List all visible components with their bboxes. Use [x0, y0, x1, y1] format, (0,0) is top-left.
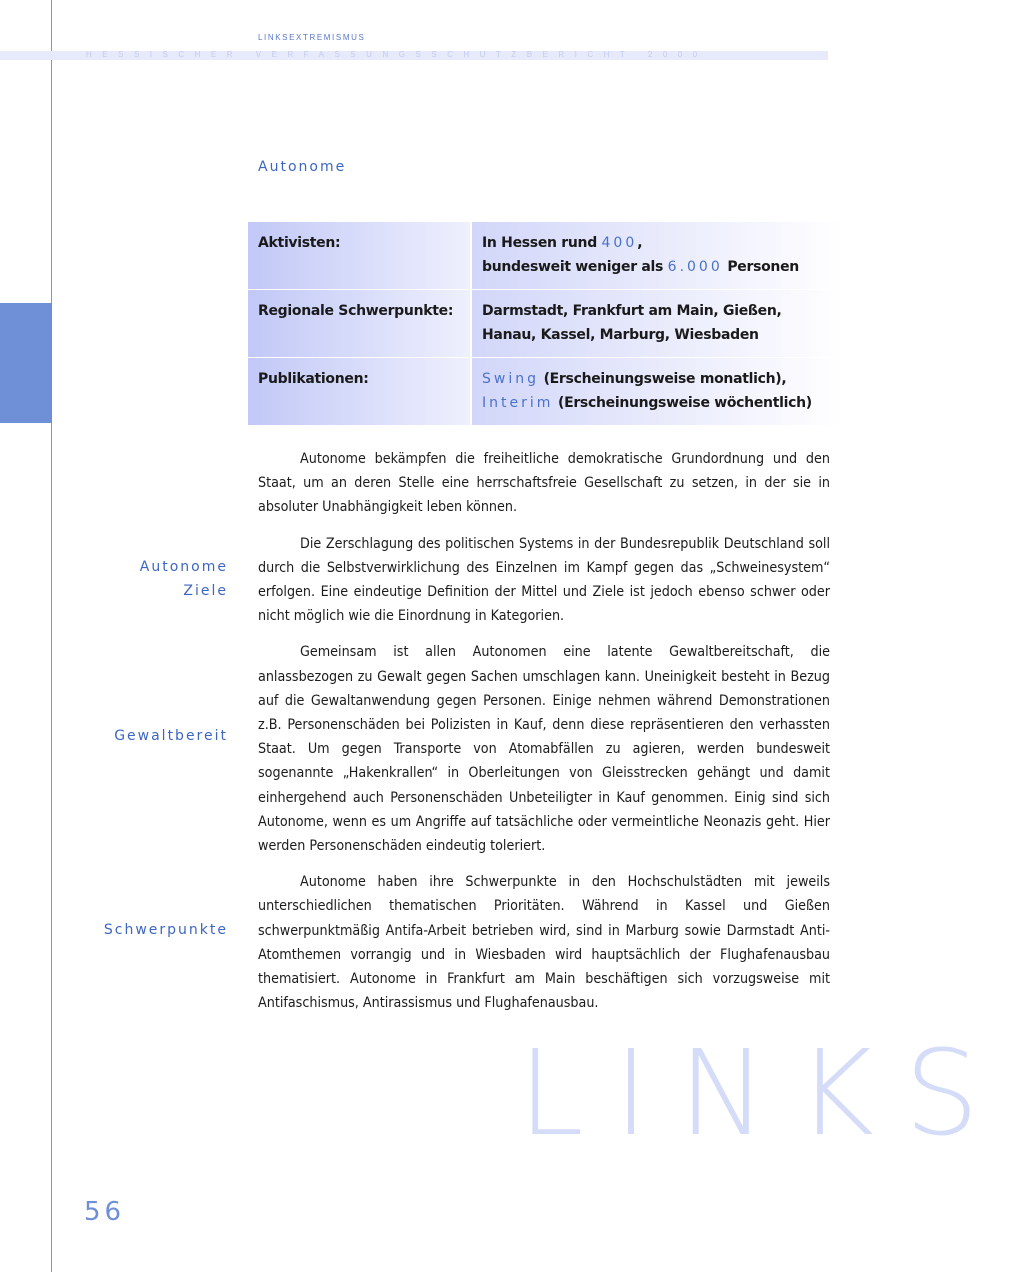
- margin-note-line: Autonome: [139, 559, 228, 575]
- margin-note-line: Ziele: [183, 583, 228, 599]
- info-value: [471, 290, 844, 358]
- paragraph: Autonome haben ihre Schwerpunkte in den Hochschulstädten mit jeweils unterschiedlichen thematischen Prioritäten. Während in Kassel und Gießen schwerpunktmäßig Antifa-Arbeit betrieben wird, sind in Marburg sowie Darmstadt Anti-Atomthemen vorrangig und in Wiesbaden wird hauptsächlich der Flughafenausbau thematisiert. Autonome in Frankfurt am Main beschäftigen sich vorzugsweise mit Antifaschismus, Antirassismus und Flughafenausbau.: [258, 874, 830, 1012]
- margin-note-schwerpunkte: Schwerpunkte: [103, 922, 228, 938]
- info-value-text: (Erscheinungsweise wöchentlich): [553, 395, 812, 411]
- info-highlight: Swing: [482, 371, 539, 387]
- section-title: Autonome: [258, 159, 347, 175]
- info-value-text: (Erscheinungsweise monatlich),: [539, 371, 787, 387]
- info-value-text: bundesweit weniger als: [482, 259, 668, 275]
- margin-note-ziele: [140, 555, 228, 603]
- paragraph: Die Zerschlagung des politischen Systems in der Bundesrepublik Deutschland soll durch die Selbstverwirklichung des Einzelnen im Kampf gegen das „Schweinesystem“ erfolgen. Eine eindeutige Definition der Mittel und Ziele ist jedoch ebenso schwer oder nicht möglich wie die Einordnung in Kategorien.: [258, 535, 830, 625]
- info-row-publikationen: [248, 358, 844, 426]
- info-value-text: In Hessen rund: [482, 235, 602, 251]
- paragraph: Autonome bekämpfen die freiheitliche demokratische Grundordnung und den Staat, um an deren Stelle eine herrschaftsfreie Gesellschaft zu setzen, in der sie in absoluter Unabhängigkeit leben können.: [258, 451, 830, 516]
- info-value: [471, 222, 844, 290]
- paragraph: Gemeinsam ist allen Autonomen eine latente Gewaltbereitschaft, die anlassbezogen zu Gewalt gegen Sachen umschlagen kann. Uneinigkeit besteht in Bezug auf die Gewaltanwendung gegen Personen. Einige nehmen während Demonstrationen z.B. Personenschäden bei Polizisten in Kauf, denn diese repräsentieren den verhassten Staat. Um gegen Transporte von Atomabfällen zu agieren, werden bundesweit sogenannte „Hakenkrallen“ in Oberleitungen von Gleisstrecken gehängt und damit einhergehend auch Personenschäden Unbeteiligter in Kauf genommen. Einig sind sich Autonome, wenn es um Angriffe auf tatsächliche oder vermeintliche Neonazis geht. Hier werden Personenschäden eindeutig toleriert.: [258, 644, 830, 855]
- sidebar-color-block: [0, 303, 52, 423]
- info-highlight: 6.000: [667, 259, 723, 275]
- margin-note-gewaltbereit: Gewaltbereit: [114, 728, 228, 744]
- info-row-schwerpunkte: [248, 290, 844, 358]
- page-margin-line: [51, 0, 52, 1272]
- info-label: Regionale Schwerpunkte:: [248, 290, 471, 358]
- info-value-text: ,: [637, 235, 643, 251]
- info-label: Aktivisten:: [248, 222, 471, 290]
- watermark: LINKS: [518, 1024, 1009, 1162]
- running-header-section: LINKSEXTREMISMUS: [258, 33, 366, 42]
- info-value-text: Personen: [722, 259, 799, 275]
- info-value-text: Darmstadt, Frankfurt am Main, Gießen,: [482, 303, 782, 319]
- info-highlight: Interim: [482, 395, 554, 411]
- info-label: Publikationen:: [248, 358, 471, 426]
- info-highlight: 400: [601, 235, 638, 251]
- body-text: [258, 447, 830, 1027]
- page-number: 56: [84, 1197, 126, 1227]
- info-value-text: Hanau, Kassel, Marburg, Wiesbaden: [482, 327, 759, 343]
- running-header-title: HESSISCHER VERFASSUNGSSCHUTZBERICHT 2000: [86, 50, 708, 59]
- info-table: [248, 222, 844, 425]
- info-row-aktivisten: [248, 222, 844, 290]
- info-value: [471, 358, 844, 426]
